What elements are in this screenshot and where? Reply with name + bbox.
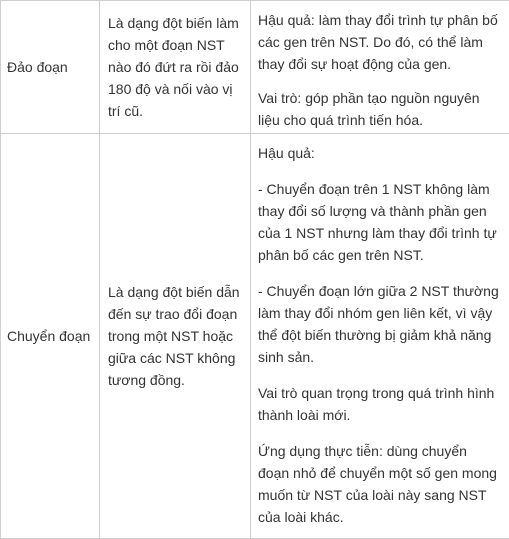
detail-cell <box>251 1 509 134</box>
definition-cell <box>100 1 251 134</box>
role-paragraph: Vai trò: góp phần tạo nguồn nguyên liệu cho quá trình tiến hóa. <box>258 87 501 131</box>
application-paragraph: Ứng dụng thực tiễn: dùng chuyển đoạn nhỏ để chuyển một số gen mong muốn từ NST của loài này sang NST của loài khác. <box>258 440 501 528</box>
definition-text: Là dạng đột biến làm cho một đoạn NST nào đó đứt ra rồi đảo 180 độ và nối vào vị trí cũ. <box>108 15 239 119</box>
table-row <box>1 1 509 134</box>
definition-cell <box>100 134 251 539</box>
term-cell <box>1 1 100 134</box>
term-text: Chuyển đoạn <box>7 328 90 344</box>
term-cell <box>1 134 100 539</box>
definition-text: Là dạng đột biến dẫn đến sự trao đổi đoạn trong một NST hoặc giữa các NST không tương đồng. <box>108 284 240 388</box>
consequence-point-1: - Chuyển đoạn trên 1 NST không làm thay đổi số lượng và thành phần gen của 1 NST nhưng làm thay đổi trình tự phân bố các gen trên NST. <box>258 178 501 266</box>
consequence-heading: Hậu quả: <box>258 142 501 164</box>
table-row <box>1 134 509 539</box>
consequence-paragraph: Hậu quả: làm thay đổi trình tự phân bố các gen trên NST. Do đó, có thể làm thay đổi sự hoạt động của gen. <box>258 9 501 75</box>
consequence-point-2: - Chuyển đoạn lớn giữa 2 NST thường làm thay đổi nhóm gen liên kết, vì vậy thể đột biến thường bị giảm khả năng sinh sản. <box>258 280 501 368</box>
role-paragraph: Vai trò quan trọng trong quá trình hình thành loài mới. <box>258 382 501 426</box>
detail-cell <box>251 134 509 539</box>
term-text: Đảo đoạn <box>7 59 68 75</box>
